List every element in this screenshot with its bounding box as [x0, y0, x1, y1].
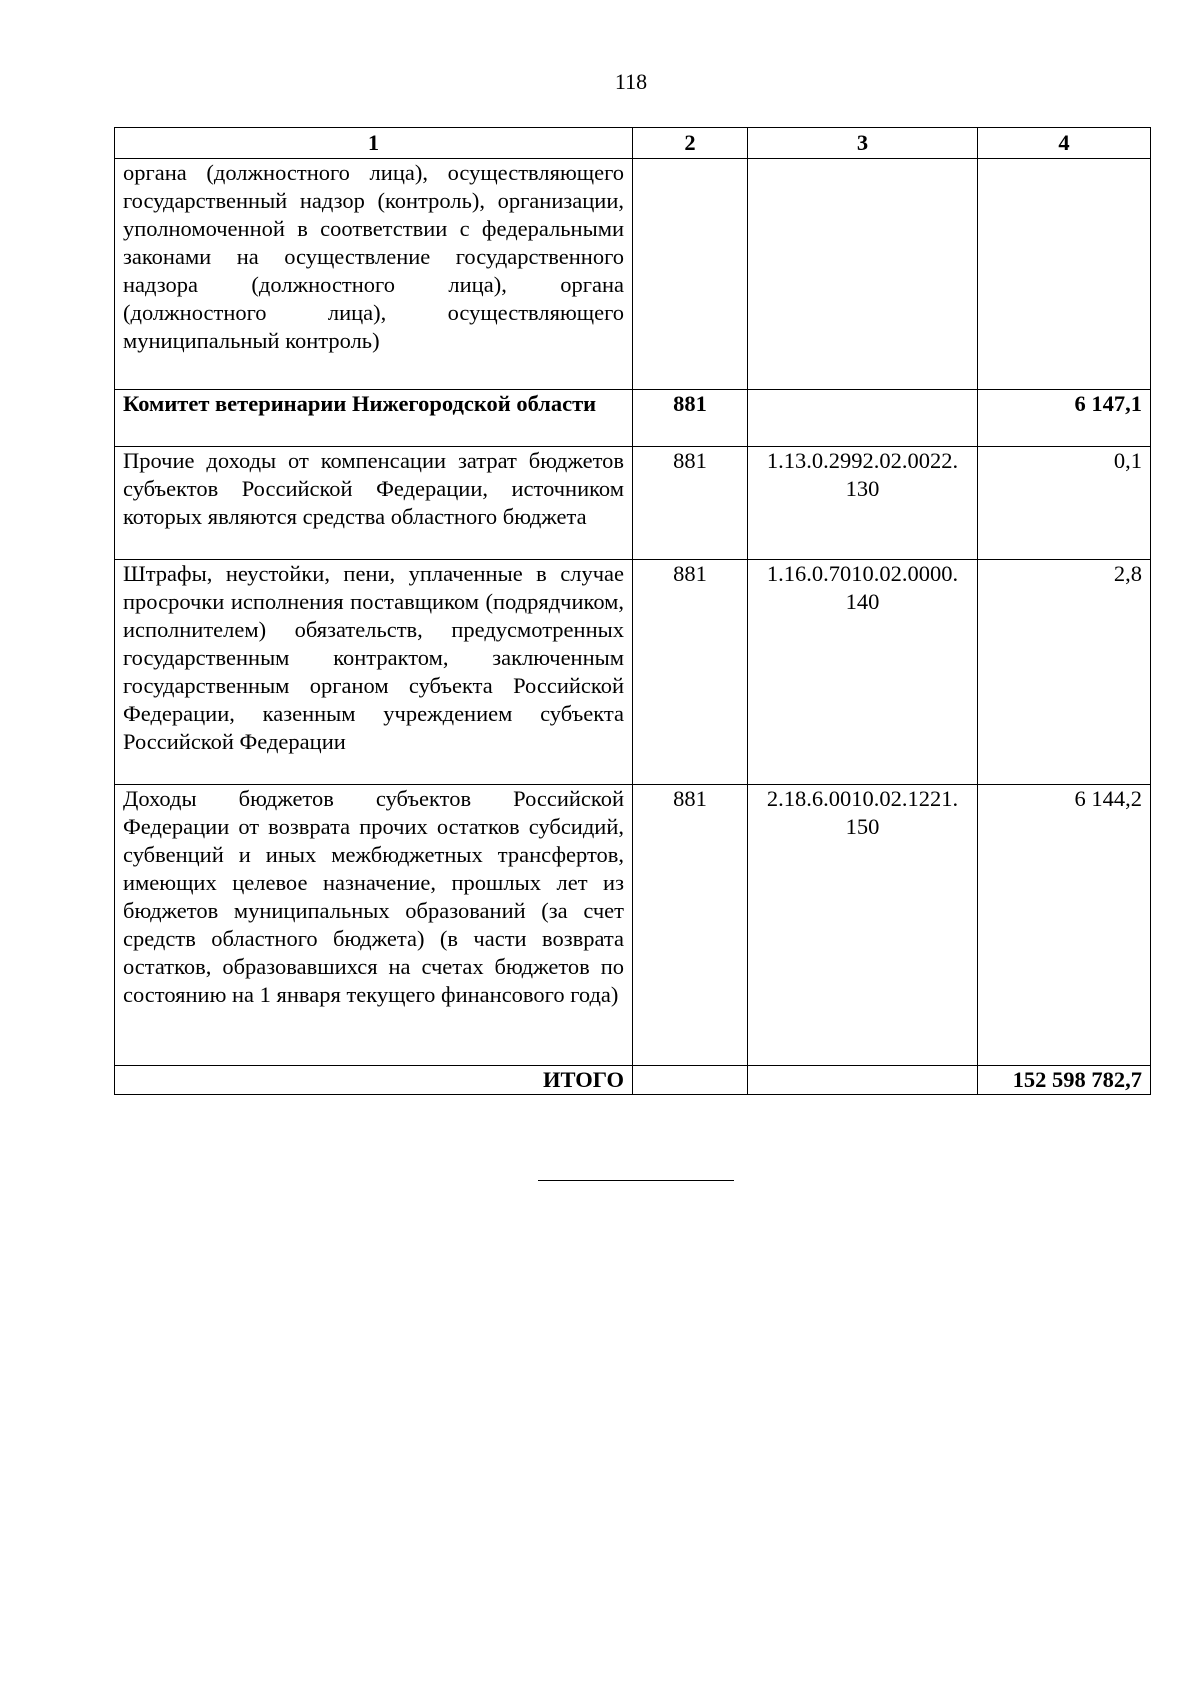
row-code: 881	[633, 785, 748, 1066]
table-row	[115, 159, 1151, 390]
row-code: 881	[633, 560, 748, 785]
total-row	[115, 1066, 1151, 1095]
row-description: органа (должностного лица), осуществляющего государственный надзор (контроль), организации, уполномоченной в соответствии с федеральными законами на осуществление государственного надзора (должностного лица), органа (должностного лица), осуществляющего муниципальный контроль)	[115, 159, 633, 390]
section-code: 881	[633, 390, 748, 447]
total-code-empty	[633, 1066, 748, 1095]
header-row	[115, 128, 1151, 159]
row-kbk: 1.13.0.2992.02.0022. 130	[748, 447, 978, 560]
table-row	[115, 560, 1151, 785]
row-kbk	[748, 159, 978, 390]
row-amount: 6 144,2	[978, 785, 1151, 1066]
section-title: Комитет ветеринарии Нижегородской области	[115, 390, 633, 447]
budget-table	[114, 127, 1151, 1095]
page-number: 118	[614, 69, 648, 94]
row-kbk: 2.18.6.0010.02.1221. 150	[748, 785, 978, 1066]
total-amount: 152 598 782,7	[978, 1066, 1151, 1095]
row-code: 881	[633, 447, 748, 560]
end-of-document-rule	[538, 1180, 734, 1181]
table-row-section	[115, 390, 1151, 447]
row-description: Прочие доходы от компенсации затрат бюджетов субъектов Российской Федерации, источником которых являются средства областного бюджета	[115, 447, 633, 560]
row-description: Доходы бюджетов субъектов Российской Федерации от возврата прочих остатков субсидий, субвенций и иных межбюджетных трансфертов, имеющих целевое назначение, прошлых лет из бюджетов муниципальных образований (за счет средств областного бюджета) (в части возврата остатков, образовавшихся на счетах бюджетов по состоянию на 1 января текущего финансового года)	[115, 785, 633, 1066]
row-amount: 0,1	[978, 447, 1151, 560]
section-kbk	[748, 390, 978, 447]
header-col-4: 4	[978, 128, 1151, 159]
table-body	[115, 159, 1151, 1095]
table-row	[115, 447, 1151, 560]
header-col-3: 3	[748, 128, 978, 159]
total-kbk-empty	[748, 1066, 978, 1095]
header-col-1: 1	[115, 128, 633, 159]
section-amount: 6 147,1	[978, 390, 1151, 447]
row-description: Штрафы, неустойки, пени, уплаченные в случае просрочки исполнения поставщиком (подрядчиком, исполнителем) обязательств, предусмотренных государственным контрактом, заключенным государственным органом субъекта Российской Федерации, казенным учреждением субъекта Российской Федерации	[115, 560, 633, 785]
total-label: ИТОГО	[115, 1066, 633, 1095]
row-kbk: 1.16.0.7010.02.0000. 140	[748, 560, 978, 785]
table-row	[115, 785, 1151, 1066]
table-header	[115, 128, 1151, 159]
row-code	[633, 159, 748, 390]
row-amount	[978, 159, 1151, 390]
header-col-2: 2	[633, 128, 748, 159]
row-amount: 2,8	[978, 560, 1151, 785]
